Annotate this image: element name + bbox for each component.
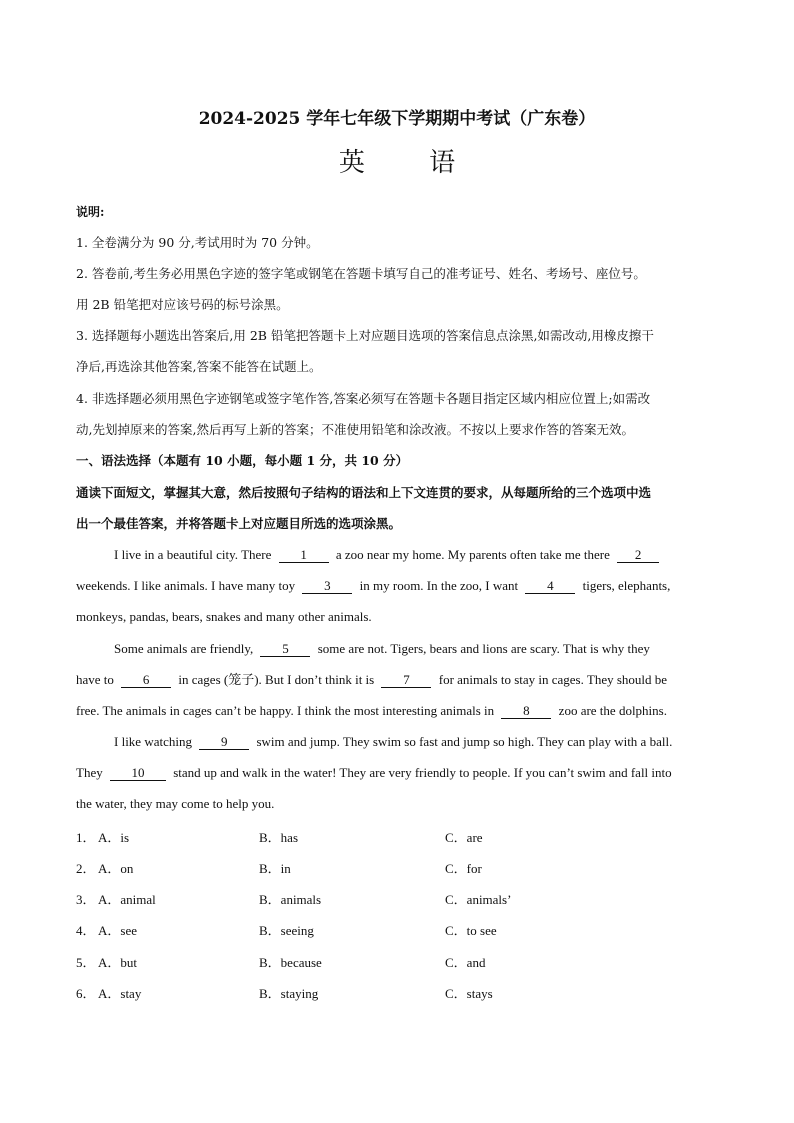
option-b[interactable]: B．seeing <box>259 923 314 938</box>
note-2-line-2: 用 2B 铅笔把对应该号码的标号涂黑。 <box>76 297 289 312</box>
option-a[interactable]: A．on <box>98 861 134 876</box>
section-heading: 一、语法选择（本题有 10 小题，每小题 1 分，共 10 分） <box>76 453 409 468</box>
option-b[interactable]: B．staying <box>259 986 319 1001</box>
option-b[interactable]: B．in <box>259 861 291 876</box>
blank-4: 4 <box>525 579 575 594</box>
option-b[interactable]: B．animals <box>259 892 322 907</box>
passage-text: in my room. In the zoo, I want <box>359 578 519 593</box>
passage-text: zoo are the dolphins. <box>558 703 667 718</box>
blank-2: 2 <box>617 548 659 563</box>
question-number: 1． <box>76 830 96 845</box>
question-number: 6． <box>76 986 96 1001</box>
exam-title: 2024-2025 学年七年级下学期期中考试（广东卷） <box>198 109 596 129</box>
question-number: 3． <box>76 892 96 907</box>
question-number: 2． <box>76 861 96 876</box>
option-c[interactable]: C．for <box>445 861 482 876</box>
passage-text: I like watching <box>114 734 192 749</box>
passage-line <box>76 671 667 689</box>
passage-line <box>76 702 667 720</box>
passage-text: free. The animals in cages can’t be happy. I think the most interesting animals in <box>76 703 495 718</box>
blank-5: 5 <box>260 642 310 657</box>
passage-line <box>114 733 672 751</box>
passage-text: Some animals are friendly, <box>114 641 254 656</box>
option-c[interactable]: C．are <box>445 830 483 845</box>
section-instructions-line-1: 通读下面短文，掌握其大意，然后按照句子结构的语法和上下文连贯的要求，从每题所给的三个选项中选 <box>76 485 652 500</box>
note-4-line-1: 4. 非选择题必须用黑色字迹钢笔或签字笔作答,答案必须写在答题卡各题目指定区域内相应位置上;如需改 <box>76 391 651 406</box>
note-1: 1. 全卷满分为 90 分,考试用时为 70 分钟。 <box>76 235 319 250</box>
note-2-line-1: 2. 答卷前,考生务必用黑色字迹的签字笔或钢笔在答题卡填写自己的准考证号、姓名、考场号、座位号。 <box>76 266 646 281</box>
passage-line <box>114 640 650 658</box>
section-instructions-line-2: 出一个最佳答案，并将答题卡上对应题目所选的选项涂黑。 <box>76 516 402 531</box>
blank-3: 3 <box>302 579 352 594</box>
passage-line: monkeys, pandas, bears, snakes and many other animals. <box>76 609 372 624</box>
option-a[interactable]: A．animal <box>98 892 156 907</box>
passage-line <box>76 764 672 782</box>
blank-1: 1 <box>279 548 329 563</box>
question-number: 4． <box>76 923 96 938</box>
option-a[interactable]: A．stay <box>98 986 142 1001</box>
option-a[interactable]: A．but <box>98 955 138 970</box>
subject-title: 英 语 <box>338 148 484 178</box>
passage-text: some are not. Tigers, bears and lions are scary. That is why they <box>317 641 650 656</box>
passage-line <box>114 546 663 564</box>
passage-line: the water, they may come to help you. <box>76 796 275 811</box>
passage-text: a zoo near my home. My parents often take me there <box>335 547 610 562</box>
option-c[interactable]: C．and <box>445 955 486 970</box>
option-c[interactable]: C．to see <box>445 923 497 938</box>
passage-text: They <box>76 765 103 780</box>
passage-text: weekends. I like animals. I have many toy <box>76 578 296 593</box>
notes-heading: 说明: <box>76 205 105 219</box>
passage-text: have to <box>76 672 114 687</box>
note-3-line-2: 净后,再选涂其他答案,答案不能答在试题上。 <box>76 359 322 374</box>
option-a[interactable]: A．is <box>98 830 130 845</box>
question-number: 5． <box>76 955 96 970</box>
blank-8: 8 <box>501 704 551 719</box>
option-a[interactable]: A．see <box>98 923 137 938</box>
passage-text: for animals to stay in cages. They should be <box>438 672 668 687</box>
passage-text: I live in a beautiful city. There <box>114 547 272 562</box>
passage-text: stand up and walk in the water! They are very friendly to people. If you can’t swim and fall into <box>173 765 672 780</box>
passage-text: tigers, elephants, <box>582 578 671 593</box>
blank-7: 7 <box>381 673 431 688</box>
blank-10: 10 <box>110 766 166 781</box>
option-c[interactable]: C．stays <box>445 986 493 1001</box>
passage-line <box>76 577 670 595</box>
note-4-line-2: 动,先划掉原来的答案,然后再写上新的答案；不准使用铅笔和涂改液。不按以上要求作答的答案无效。 <box>76 422 634 437</box>
option-b[interactable]: B．has <box>259 830 299 845</box>
blank-6: 6 <box>121 673 171 688</box>
option-b[interactable]: B．because <box>259 955 322 970</box>
note-3-line-1: 3. 选择题每小题选出答案后,用 2B 铅笔把答题卡上对应题目选项的答案信息点涂黑,如需改动,用橡皮擦干 <box>76 328 654 343</box>
passage-text: swim and jump. They swim so fast and jump so high. They can play with a ball. <box>256 734 673 749</box>
option-c[interactable]: C．animals’ <box>445 892 512 907</box>
blank-9: 9 <box>199 735 249 750</box>
passage-text: in cages (笼子). But I don’t think it is <box>178 672 375 687</box>
